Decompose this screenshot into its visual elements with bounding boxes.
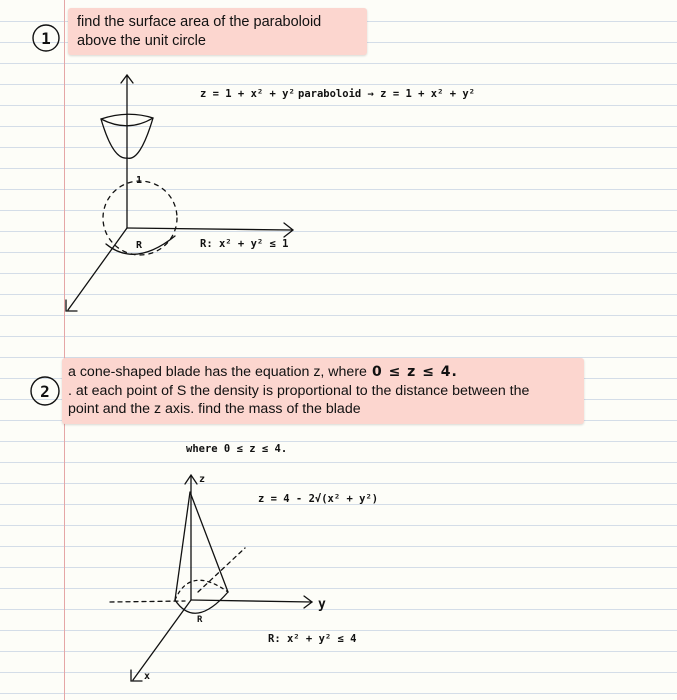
figure-2-surface-equation: z = 4 - 2√(x² + y²) xyxy=(258,493,379,505)
question-2-range: 0 ≤ z ≤ 4. xyxy=(371,364,458,380)
figure-1-y-axis xyxy=(127,228,292,230)
figure-2-region-label: R xyxy=(197,615,203,625)
figure-1-paraboloid xyxy=(66,75,293,311)
circled-number-1 xyxy=(33,25,59,51)
figure-2-y-label: y xyxy=(318,597,326,612)
question-1-text-line-1: find the surface area of the paraboloid xyxy=(77,14,322,30)
figure-1-x-axis xyxy=(68,228,127,310)
figure-2-x-axis xyxy=(133,600,191,680)
circled-number-2-label: 2 xyxy=(40,382,50,401)
figure-2-negative-y-axis-dashed xyxy=(110,601,185,602)
question-2-text-line-2: . at each point of S the density is proportional to the distance between the xyxy=(68,382,530,399)
figure-2-x-label: x xyxy=(144,671,151,682)
cone-base-back-dashed xyxy=(175,580,228,600)
figure-1-height-label: 1 xyxy=(136,175,143,186)
figure-2-cone xyxy=(110,475,312,681)
question-2-text-line-1: a cone-shaped blade has the equation z, where xyxy=(68,364,367,380)
figure-1-surface-equation: z = 1 + x² + y² xyxy=(200,88,295,100)
figure-2-z-label: z xyxy=(199,474,206,485)
figure-2-region-equation: R: x² + y² ≤ 4 xyxy=(268,633,357,645)
figure-1-region-label: R xyxy=(136,240,143,251)
paraboloid-label: paraboloid → z = 1 + x² + y² xyxy=(298,88,476,100)
figure-2-y-axis xyxy=(191,600,312,602)
question-1-text-line-2: above the unit circle xyxy=(77,32,206,49)
figure-1-region-equation: R: x² + y² ≤ 1 xyxy=(200,238,289,250)
cone-outline xyxy=(175,492,228,600)
figure-2-negative-x-axis-dashed xyxy=(198,548,245,592)
question-2-text-line-3: point and the z axis. find the mass of the blade xyxy=(68,401,361,417)
circled-number-1-label: 1 xyxy=(41,29,51,48)
figure-2-range-note: where 0 ≤ z ≤ 4. xyxy=(186,443,288,455)
circled-number-2 xyxy=(31,377,59,405)
